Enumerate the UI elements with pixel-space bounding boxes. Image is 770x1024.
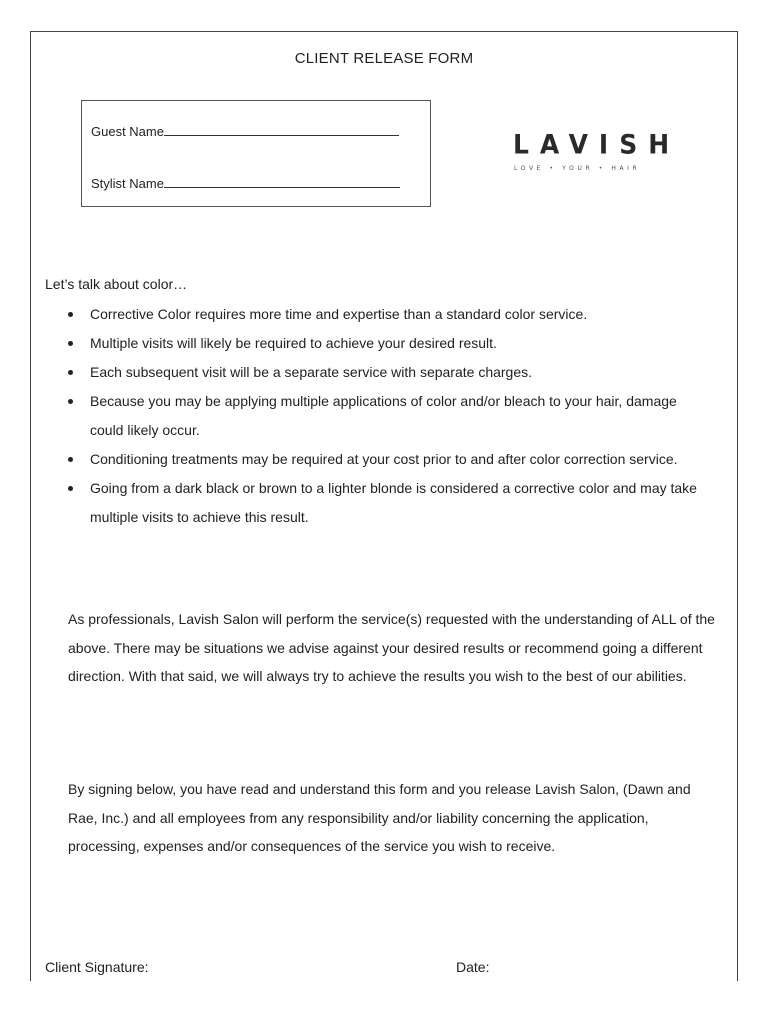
bullet-icon	[68, 486, 73, 491]
bullet-text: Corrective Color requires more time and expertise than a standard color service.	[90, 306, 588, 322]
client-signature-label: Client Signature:	[45, 959, 149, 975]
bullet-text: Conditioning treatments may be required at your cost prior to and after color correction service.	[90, 451, 678, 467]
date-label: Date:	[456, 959, 490, 975]
lavish-logo	[513, 130, 679, 180]
form-title: CLIENT RELEASE FORM	[294, 50, 474, 67]
color-bullet-list	[31, 300, 738, 532]
bullet-text: Each subsequent visit will be a separate service with separate charges.	[90, 364, 533, 380]
list-item	[31, 445, 738, 474]
logo-wordmark: LAVISH	[513, 129, 681, 160]
stylist-name-field[interactable]	[91, 175, 400, 191]
guest-name-blank[interactable]	[164, 123, 399, 136]
bullet-icon	[68, 341, 73, 346]
bullet-text: Because you may be applying multiple applications of color and/or bleach to your hair, damage could likely occur.	[90, 393, 677, 438]
list-item	[31, 474, 738, 532]
color-section-heading: Let’s talk about color…	[45, 276, 188, 292]
bullet-icon	[68, 399, 73, 404]
bullet-text: Multiple visits will likely be required to achieve your desired result.	[90, 335, 497, 351]
guest-name-label: Guest Name	[91, 124, 164, 139]
bullet-icon	[68, 457, 73, 462]
list-item	[31, 387, 738, 445]
stylist-name-blank[interactable]	[164, 175, 400, 188]
list-item	[31, 300, 738, 329]
bullet-text: Going from a dark black or brown to a lighter blonde is considered a corrective color and may take multiple visits to achieve this result.	[90, 480, 697, 525]
guest-stylist-box	[81, 100, 431, 207]
list-item	[31, 358, 738, 387]
guest-name-field[interactable]	[91, 123, 399, 139]
list-item	[31, 329, 738, 358]
bullet-icon	[68, 312, 73, 317]
bullet-icon	[68, 370, 73, 375]
stylist-name-label: Stylist Name	[91, 176, 164, 191]
release-paragraph: By signing below, you have read and understand this form and you release Lavish Salon, (Dawn and Rae, Inc.) and all employees from any responsibility and/or liability concerning the application, processing, expenses and/or consequences of the service you wish to receive.	[68, 781, 691, 854]
professionals-paragraph: As professionals, Lavish Salon will perform the service(s) requested with the understanding of ALL of the above. There may be situations we advise against your desired results or recommend going a different direction. With that said, we will always try to achieve the results you wish to the best of our abilities.	[68, 611, 715, 684]
logo-tagline: LOVE • YOUR • HAIR	[514, 165, 641, 172]
form-page	[30, 31, 738, 981]
